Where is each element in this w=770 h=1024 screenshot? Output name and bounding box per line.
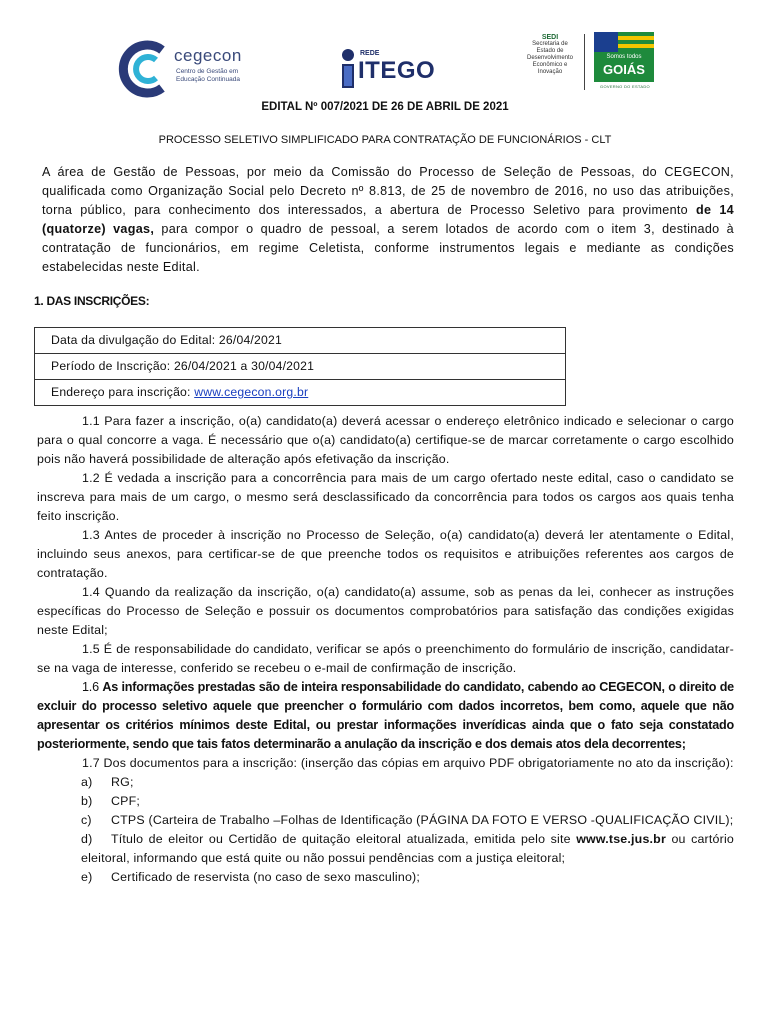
sedi-text: SEDI Secretaria de Estado de Desenvolvimento Econômico e Inovação bbox=[526, 34, 574, 75]
intro-paragraph: A área de Gestão de Pessoas, por meio da Comissão do Processo de Seleção de Pessoas, do CEGECON, qualificada como Organização Social pelo Decreto nº 8.813, de 25 de novembro de 2016, no uso das atribuições, torna público, para conhecimento dos interessados, a abertura de Processo Seletivo para provimento de 14 (quatorze) vagas, para compor o quadro de pessoal, a serem lotados de acordo com o item 3, destinado à contratação de funcionários, em regime Celetista, conforme instrumentos legais e mediante as condições estabelecidas neste Edital. bbox=[42, 165, 734, 274]
list-item: c) CTPS (Carteira de Trabalho –Folhas de Identificação (PÁGINA DA FOTO E VERSO -QUALIFICAÇÃO CIVIL); bbox=[81, 813, 734, 827]
inscricao-info-box bbox=[34, 327, 566, 406]
list-item: d) Título de eleitor ou Certidão de quitação eleitoral atualizada, emitida pelo site www.tse.jus.br ou cartório eleitoral, informando que está quite ou não possui pendências com a justiça eleitoral; bbox=[81, 832, 734, 865]
paragraph-1-1: 1.1 Para fazer a inscrição, o(a) candidato(a) deverá acessar o endereço eletrônico indicado e selecionar o cargo para o qual concorre a vaga. É necessário que o(a) candidato(a) certifique-se de marcar corretamente o cargo escolhido pois não haverá possibilidade de alteração após efetivação da inscrição. bbox=[37, 414, 734, 466]
itego-logo bbox=[338, 48, 448, 92]
list-item: a) RG; bbox=[81, 775, 134, 789]
paragraph-1-4: 1.4 Quando da realização da inscrição, o(a) candidato(a) assume, sob as penas da lei, conhecer as instruções específicas do Processo de Seleção e possuir os documentos comprobatórios para satisfação das condições exigidas neste Edital; bbox=[37, 585, 734, 637]
sedi-divider bbox=[584, 34, 585, 90]
paragraph-1-2: 1.2 É vedada a inscrição para a concorrência para mais de um cargo ofertado neste edital, caso o candidato se inscreva para mais de um cargo, o mesmo será desclassificado da concorrência para todos os cargos aos quais tenha feito inscrição. bbox=[37, 471, 734, 523]
paragraph-1-5: 1.5 É de responsabilidade do candidato, verificar se após o preenchimento do formulário de inscrição, candidatar-se na vaga de interesse, conferido se recebeu o e-mail de confirmação de inscrição. bbox=[37, 642, 734, 675]
goias-flag bbox=[594, 32, 654, 82]
vagas-bold: de 14 (quatorze) vagas, bbox=[42, 203, 734, 236]
sedi-logo bbox=[512, 32, 592, 92]
info-endereco: Endereço para inscrição: www.cegecon.org.br bbox=[51, 385, 309, 399]
goias-name: GOIÁS bbox=[603, 62, 645, 77]
itego-flame-icon bbox=[338, 48, 360, 90]
document-list bbox=[37, 773, 734, 887]
list-item: e) Certificado de reservista (no caso de sexo masculino); bbox=[81, 870, 420, 884]
tse-link[interactable]: www.tse.jus.br bbox=[576, 832, 666, 846]
info-divulgacao: Data da divulgação do Edital: 26/04/2021 bbox=[35, 328, 565, 354]
paragraph-1-3: 1.3 Antes de proceder à inscrição no Processo de Seleção, o(a) candidato(a) deverá ler atentamente o Edital, incluindo seus anexos, para certificar-se de que preenche todos os requisitos e atribuições referentes aos cargos de contratação. bbox=[37, 528, 734, 580]
info-periodo: Período de Inscrição: 26/04/2021 a 30/04/2021 bbox=[35, 354, 565, 380]
processo-title: PROCESSO SELETIVO SIMPLIFICADO PARA CONTRATAÇÃO DE FUNCIONÁRIOS - CLT bbox=[158, 134, 612, 146]
cegecon-link[interactable]: www.cegecon.org.br bbox=[194, 385, 309, 399]
paragraph-1-7: 1.7 Dos documentos para a inscrição: (inserção das cópias em arquivo PDF obrigatoriamente no ato da inscrição): bbox=[82, 756, 734, 770]
cegecon-subtitle: Centro de Gestão em Educação Continuada bbox=[176, 68, 240, 83]
itego-rede: REDE bbox=[360, 50, 380, 57]
cegecon-emblem-icon bbox=[118, 40, 174, 98]
goias-somos: Somos todos bbox=[606, 54, 642, 60]
itego-name: ITEGO bbox=[358, 57, 436, 84]
edital-title: EDITAL Nº 007/2021 DE 26 DE ABRIL DE 2021 bbox=[261, 101, 509, 113]
document-body bbox=[37, 412, 734, 887]
header-logos bbox=[0, 0, 770, 100]
goias-logo bbox=[594, 32, 656, 92]
goias-gov: GOVERNO DO ESTADO bbox=[600, 84, 650, 89]
cegecon-logo bbox=[118, 40, 268, 98]
section-inscricoes-title: 1. DAS INSCRIÇÕES: bbox=[34, 294, 150, 308]
cegecon-name: cegecon bbox=[174, 46, 242, 65]
paragraph-1-6: 1.6 As informações prestadas são de inteira responsabilidade do candidato, cabendo ao CEGECON, o direito de excluir do processo seletivo aquele que preencher o formulário com dados incorretos, bem como, aquele que não apresentar os critérios mínimos deste Edital, ou prestar informações inverídicas ainda que o fato seja constatado posteriormente, sendo que tais fatos determinarão a anulação da inscrição e dos demais atos dela decorrentes; bbox=[37, 680, 734, 751]
list-item: b) CPF; bbox=[81, 794, 141, 808]
